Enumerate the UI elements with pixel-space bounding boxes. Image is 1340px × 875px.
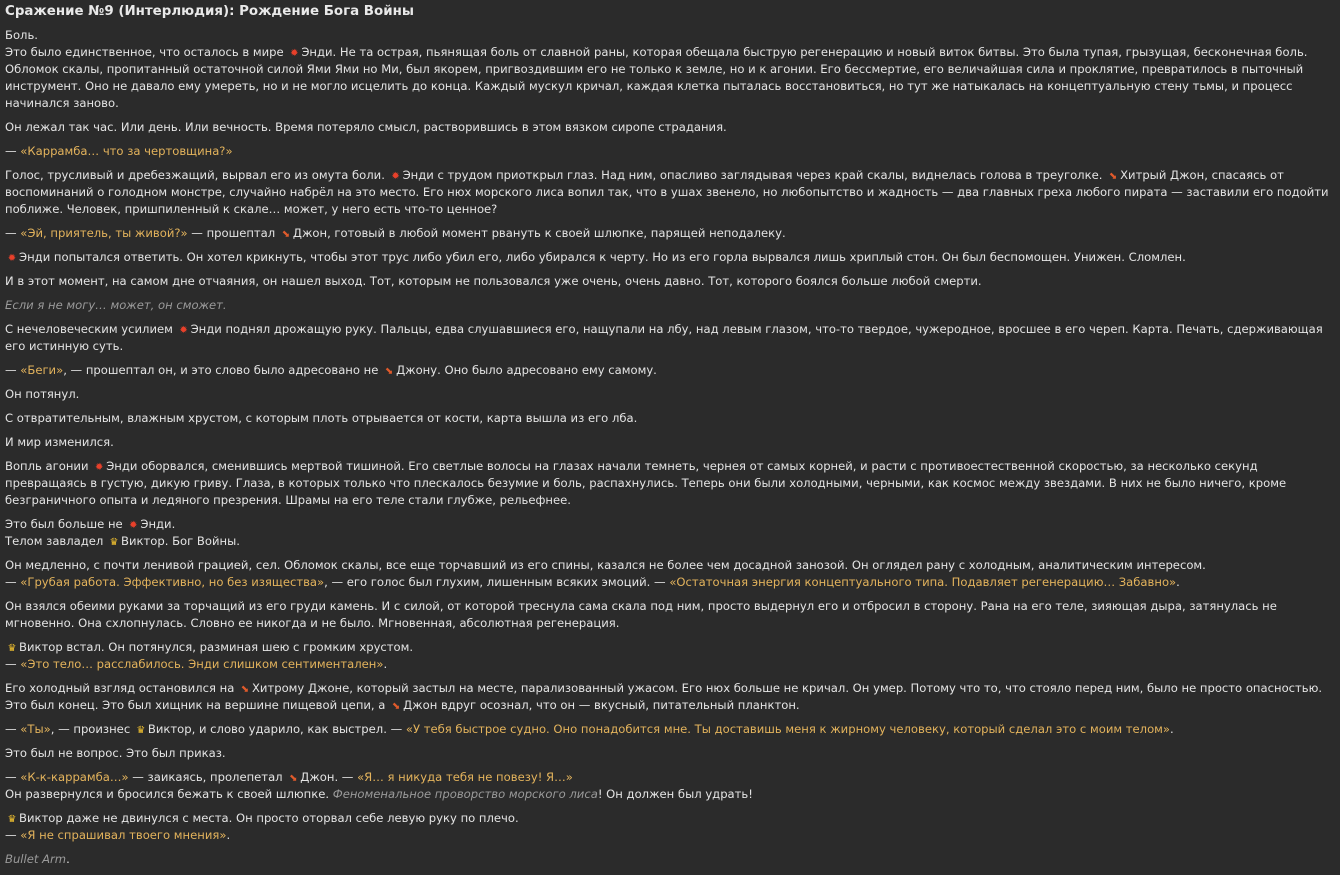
narration-text: . — [226, 828, 231, 842]
story-paragraph — [5, 225, 1335, 242]
crown-icon: ♛ — [7, 643, 17, 654]
narration-text: , — его голос был глухим, лишенным всяких эмоций. — — [324, 575, 670, 589]
narration-text: Это было единственное, что осталось в мире — [5, 45, 288, 59]
story-paragraph — [5, 810, 1335, 844]
narration-text: Хитрый Джон, спасаясь от воспоминаний о голодном монстре, случайно набрёл на это место. Его нюх морского лиса вопил так, что в ушах звенело, но любопытство и жадность — два главных греха любого пирата — заставили его подойти поближе. Человек, пришпиленный к скале… может, у него есть что-то ценное? — [5, 168, 1329, 216]
story-body — [5, 27, 1335, 868]
narration-text: — — [5, 144, 21, 158]
crown-icon: ♛ — [109, 537, 119, 548]
story-paragraph — [5, 143, 1335, 160]
narration-text: Он взялся обеими руками за торчащий из его груди камень. И с силой, от которой треснула сама скала под ним, просто выдернул его и отбросил в сторону. Рана на его теле, зияющая дыра, затянулась не мгновенно. Она схлопнулась. Словно ее никогда и не было. Мгновенная, абсолютная регенерация. — [5, 599, 1277, 630]
fox-icon: ⬊ — [240, 684, 250, 695]
narration-text: — — [5, 657, 21, 671]
story-paragraph — [5, 680, 1335, 714]
dialogue-quote: «Я… я никуда тебя не повезу! Я…» — [357, 770, 573, 784]
narration-text: Он лежал так час. Или день. Или вечность. Время потеряло смысл, растворившись в этом вязком сиропе страдания. — [5, 120, 727, 134]
narration-text: — — [5, 722, 21, 736]
dialogue-quote: «Ты» — [20, 722, 51, 736]
narration-text: — — [5, 363, 21, 377]
explosion-icon: ✹ — [179, 325, 188, 336]
narration-text: Виктор встал. Он потянулся, разминая шею с громким хрустом. — [19, 640, 414, 654]
narration-text: — — [5, 828, 21, 842]
narration-text: Это был не вопрос. Это был приказ. — [5, 746, 226, 760]
story-paragraph — [5, 769, 1335, 803]
narration-text: Он потянул. — [5, 387, 80, 401]
narration-text: И мир изменился. — [5, 435, 114, 449]
story-paragraph — [5, 557, 1335, 591]
narration-text: Энди с трудом приоткрыл глаз. Над ним, опасливо заглядывая через край скалы, виднелась голова в треуголке. — [402, 168, 1107, 182]
story-paragraph — [5, 410, 1335, 427]
fox-icon: ⬊ — [1108, 171, 1118, 182]
story-paragraph — [5, 27, 1335, 112]
narration-text: Энди поднял дрожащую руку. Пальцы, едва слушавшиеся его, нащупали на лбу, над левым глазом, что-то твердое, чужеродное, вросшее в его череп. Карта. Печать, сдерживающая его истинную суть. — [5, 322, 1323, 353]
narration-text: Боль. — [5, 28, 38, 42]
narration-text: — — [5, 226, 21, 240]
story-paragraph — [5, 516, 1335, 550]
narration-text: Энди. — [140, 517, 176, 531]
narration-text: Его холодный взгляд остановился на — [5, 681, 238, 695]
story-paragraph — [5, 321, 1335, 355]
explosion-icon: ✹ — [94, 462, 104, 473]
narration-text: Виктор даже не двинулся с места. Он просто оторвал себе левую руку по плечо. — [19, 811, 519, 825]
story-paragraph — [5, 386, 1335, 403]
narration-text: Джон, готовый в любой момент рвануть к своей шлюпке, парящей неподалеку. — [292, 226, 786, 240]
dialogue-quote: «Это тело… расслабилось. Энди слишком сентиментален» — [20, 657, 384, 671]
narration-text: Энди оборвался, сменившись мертвой тишиной. Его светлые волосы на глазах начали темнеть, чернея от самых корней, и расти с противоестественной скоростью, за несколько секунд превращаясь в густую, дикую гриву. Глаза, в которых только что плескалось безумие и боль, распахнулись. Теперь они были холодными, черными, как космос между звездами. В них не было ничего, кроме безграничного опыта и ледяного презрения. Шрамы на его теле стали глубже, рельефнее. — [5, 459, 1287, 507]
italic-thought: Если я не могу… может, он сможет. — [5, 298, 227, 312]
explosion-icon: ✹ — [129, 520, 138, 531]
narration-text: . — [1176, 575, 1180, 589]
narration-text: , — произнес — [50, 722, 134, 736]
dialogue-quote: «Эй, приятель, ты живой?» — [20, 226, 188, 240]
narration-text: Хитрому Джоне, который застыл на месте, парализованный ужасом. Его нюх больше не кричал. Он умер. Потому что то, что стояло перед ним, было не просто опасностью. Это был конец. Это был хищник на вершине пищевой цепи, а — [5, 681, 1323, 712]
story-paragraph — [5, 851, 1335, 868]
crown-icon: ♛ — [136, 725, 146, 736]
explosion-icon: ✹ — [7, 253, 17, 264]
narration-text: — — [5, 770, 21, 784]
story-paragraph — [5, 598, 1335, 632]
dialogue-quote: «Каррамба… что за чертовщина?» — [20, 144, 233, 158]
italic-thought: Феноменальное проворство морского лиса — [332, 787, 598, 801]
fox-icon: ⬊ — [391, 701, 401, 712]
narration-text: — заикаясь, пролепетал — [128, 770, 287, 784]
story-paragraph — [5, 458, 1335, 509]
narration-text: Джон вдруг осознал, что он — вкусный, питательный планктон. — [403, 698, 800, 712]
dialogue-quote: «Грубая работа. Эффективно, но без изящества» — [20, 575, 325, 589]
narration-text: Виктор, и слово ударило, как выстрел. — — [147, 722, 406, 736]
story-paragraph — [5, 721, 1335, 738]
narration-text: . — [1170, 722, 1174, 736]
narration-text: Джон. — — [300, 770, 358, 784]
narration-text: И в этот момент, на самом дне отчаяния, он нашел выход. Тот, которым не пользовался уже очень, очень давно. Тот, которого боялся больше любой смерти. — [5, 274, 982, 288]
explosion-icon: ✹ — [290, 48, 299, 59]
story-paragraph — [5, 249, 1335, 266]
narration-text: Джону. Оно было адресовано ему самому. — [396, 363, 657, 377]
story-paragraph — [5, 639, 1335, 673]
dialogue-quote: «Остаточная энергия концептуального типа. Подавляет регенерацию… Забавно» — [669, 575, 1177, 589]
narration-text: Виктор. Бог Войны. — [121, 534, 240, 548]
narration-text: . — [383, 657, 388, 671]
crown-icon: ♛ — [7, 814, 17, 825]
narration-text: , — прошептал он, и это слово было адресовано не — [63, 363, 383, 377]
narration-text: Это был больше не — [5, 517, 127, 531]
fox-icon: ⬊ — [281, 229, 291, 240]
story-paragraph — [5, 119, 1335, 136]
dialogue-quote: «К-к-каррамба…» — [20, 770, 129, 784]
narration-text: Энди попытался ответить. Он хотел крикнуть, чтобы этот трус либо убил его, либо убирался к черту. Но из его горла вырвался лишь хриплый стон. Он был беспомощен. Унижен. Сломлен. — [19, 250, 1186, 264]
narration-text: — прошептал — [187, 226, 279, 240]
narration-text: Голос, трусливый и дребезжащий, вырвал его из омута боли. — [5, 168, 389, 182]
story-paragraph — [5, 167, 1335, 218]
fox-icon: ⬊ — [384, 366, 394, 377]
fox-icon: ⬊ — [289, 773, 298, 784]
story-paragraph — [5, 745, 1335, 762]
chapter-title: Сражение №9 (Интерлюдия): Рождение Бога Войны — [5, 4, 414, 19]
story-paragraph — [5, 362, 1335, 379]
narration-text: Вопль агонии — [5, 459, 93, 473]
narration-text: — — [5, 575, 21, 589]
story-paragraph — [5, 297, 1335, 314]
narration-text: С отвратительным, влажным хрустом, с которым плоть отрывается от кости, карта вышла из его лба. — [5, 411, 638, 425]
dialogue-quote: «Я не спрашивал твоего мнения» — [20, 828, 227, 842]
dialogue-quote: «У тебя быстрое судно. Оно понадобится мне. Ты доставишь меня к жирному человеку, который сделал это с моим телом» — [405, 722, 1171, 736]
explosion-icon: ✹ — [391, 171, 400, 182]
narration-text: . — [66, 852, 70, 866]
italic-thought: Bullet Arm — [5, 852, 67, 866]
narration-text: ! Он должен был удрать! — [597, 787, 753, 801]
narration-text: Он медленно, с почти ленивой грацией, сел. Обломок скалы, все еще торчавший из его спины, казался не более чем досадной занозой. Он оглядел рану с холодным, аналитическим интересом. — [5, 558, 1206, 572]
story-paragraph — [5, 434, 1335, 451]
story-paragraph — [5, 273, 1335, 290]
narration-text: Он развернулся и бросился бежать к своей шлюпке. — [5, 787, 333, 801]
narration-text: С нечеловеческим усилием — [5, 322, 177, 336]
dialogue-quote: «Беги» — [20, 363, 64, 377]
narration-text: Телом завладел — [5, 534, 108, 548]
narration-text: Энди. Не та острая, пьянящая боль от славной раны, которая обещала быструю регенерацию и новый виток битвы. Это была тупая, грызущая, бесконечная боль. Обломок скалы, пропитанный остаточной силой Ями Ями но Ми, был якорем, пригвоздившим его не только к земле, но и к агонии. Его бессмертие, его величайшая сила и проклятие, превратилось в пыточный инструмент. Оно не давало ему умереть, но и не могло исцелить до конца. Каждый мускул кричал, каждая клетка пыталась восстановиться, но тут же натыкалась на концептуальную стену тьмы, и процесс начинался заново. — [5, 45, 1308, 110]
